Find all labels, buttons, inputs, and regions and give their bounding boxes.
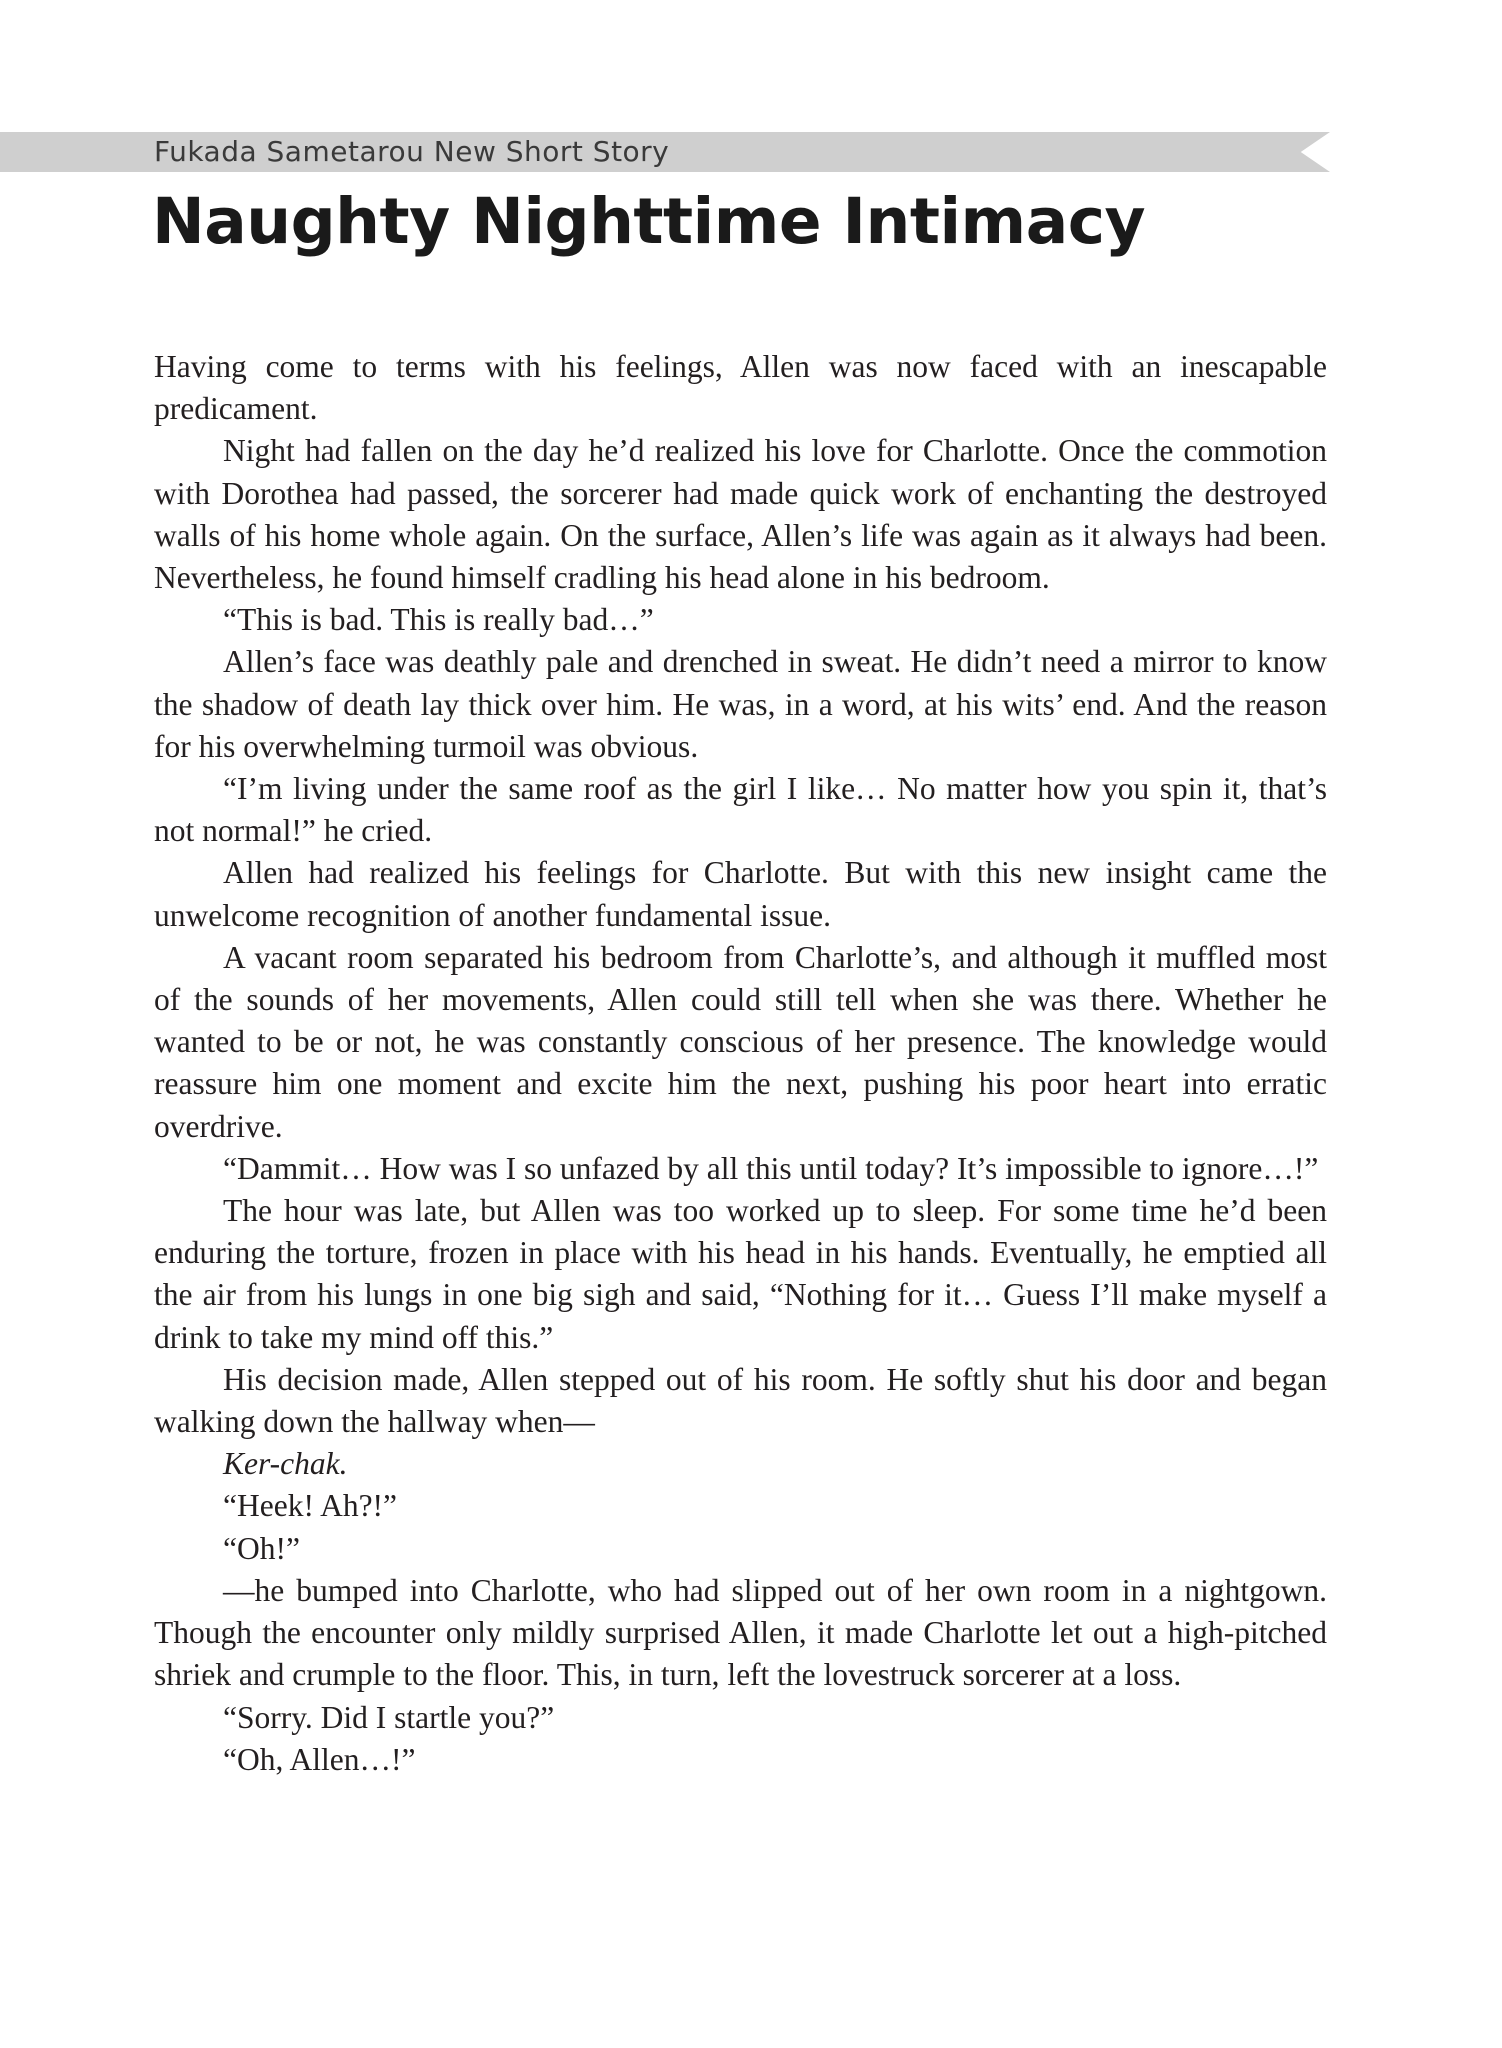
dialogue-line: “Oh!”	[223, 1530, 300, 1566]
story-title: Naughty Nighttime Intimacy	[152, 185, 1146, 258]
dialogue-line: “I’m living under the same roof as the girl I like… No matter how you spin it, that’s not normal!” he cried.	[154, 771, 1327, 849]
paragraph: Allen’s face was deathly pale and drenched in sweat. He didn’t need a mirror to know the shadow of death lay thick over him. He was, in a word, at his wits’ end. And the reason for his overwhelming turmoil was obvious.	[154, 644, 1327, 764]
sound-effect: Ker-chak.	[223, 1446, 348, 1482]
paragraph: Night had fallen on the day he’d realized his love for Charlotte. Once the commotion with Dorothea had passed, the sorcerer had made quick work of enchanting the destroyed walls of his home whole again. On the surface, Allen’s life was again as it always had been. Nevertheless, he found himself cradling his head alone in his bedroom.	[154, 433, 1327, 596]
series-label: Fukada Sametarou New Short Story	[154, 135, 670, 168]
paragraph: The hour was late, but Allen was too worked up to sleep. For some time he’d been enduring the torture, frozen in place with his head in his hands. Eventually, he emptied all the air from his lungs in one big sigh and said, “Nothing for it… Guess I’ll make myself a drink to take my mind off this.”	[154, 1193, 1327, 1355]
paragraph: —he bumped into Charlotte, who had slipped out of her own room in a nightgown. Though the encounter only mildly surprised Allen, it made Charlotte let out a high-pitched shriek and crumple to the floor. This, in turn, left the lovestruck sorcerer at a loss.	[154, 1572, 1327, 1693]
dialogue-line: “Heek! Ah?!”	[223, 1488, 398, 1524]
dialogue-line: “Sorry. Did I startle you?”	[223, 1699, 555, 1735]
paragraph: Allen had realized his feelings for Charlotte. But with this new insight came the unwelcome recognition of another fundamental issue.	[154, 855, 1327, 933]
dialogue-line: “Oh, Allen…!”	[223, 1741, 416, 1777]
paragraph: Having come to terms with his feelings, Allen was now faced with an inescapable predicament.	[154, 349, 1327, 427]
dialogue-line: “Dammit… How was I so unfazed by all this until today? It’s impossible to ignore…!”	[223, 1150, 1319, 1186]
paragraph: A vacant room separated his bedroom from Charlotte’s, and although it muffled most of the sounds of her movements, Allen could still tell when she was there. Whether he wanted to be or not, he was constantly conscious of her presence. The knowledge would reassure him one moment and excite him the next, pushing his poor heart into erratic overdrive.	[154, 939, 1327, 1144]
paragraph: His decision made, Allen stepped out of his room. He softly shut his door and began walking down the hallway when—	[154, 1361, 1327, 1440]
story-body	[154, 346, 1327, 1781]
dialogue-line: “This is bad. This is really bad…”	[223, 602, 654, 638]
